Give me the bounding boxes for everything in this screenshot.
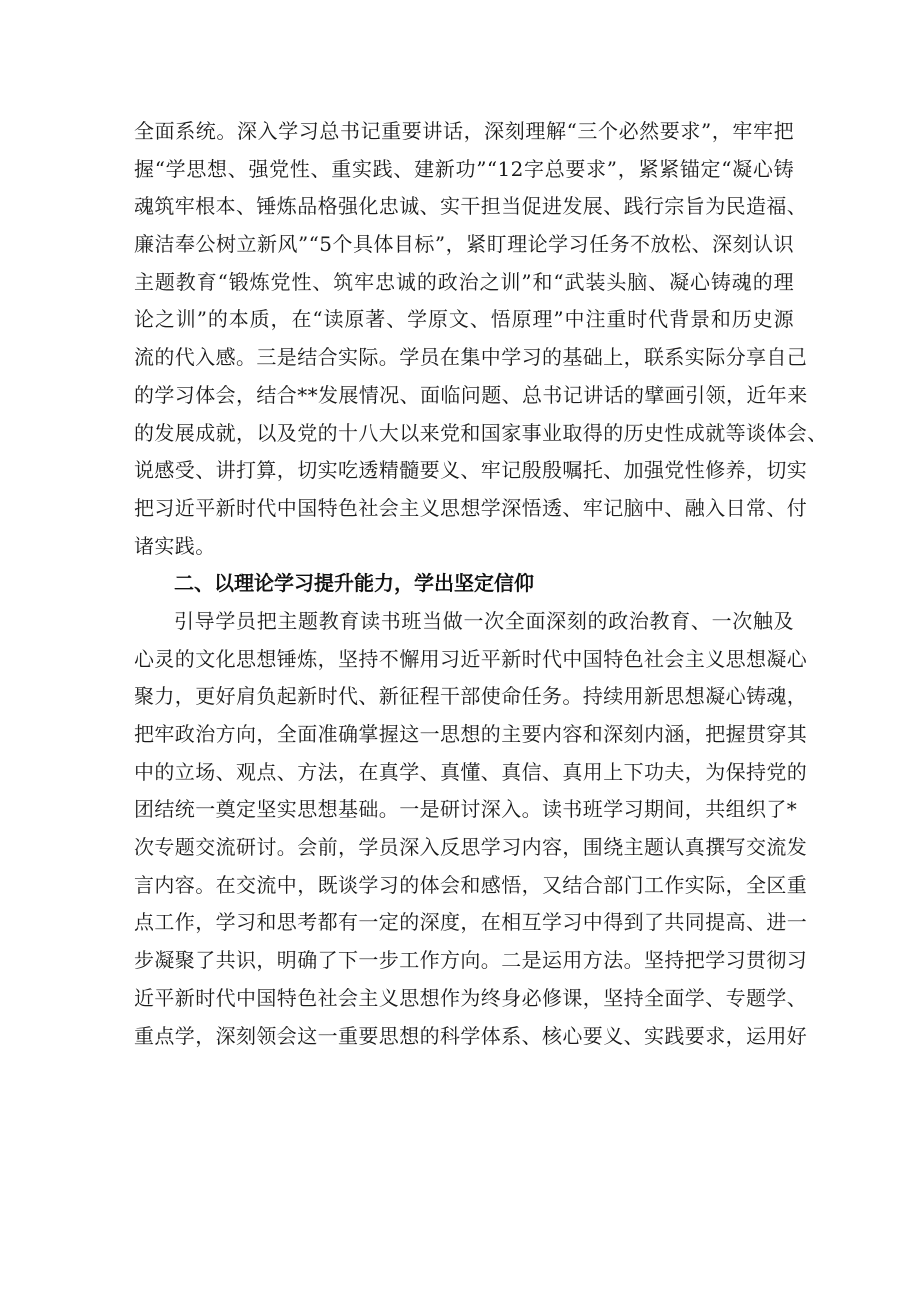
body-line: 言内容。在交流中，既谈学习的体会和感悟，又结合部门工作实际，全区重: [134, 872, 808, 897]
body-line: 廉洁奉公树立新风”“5个具体目标”，紧盯理论学习任务不放松、深刻认识: [134, 232, 794, 257]
body-line: 魂筑牢根本、锤炼品格强化忠诚、实干担当促进发展、践行宗旨为民造福、: [134, 194, 808, 219]
body-line: 中的立场、观点、方法，在真学、真懂、真信、真用上下功夫，为保持党的: [134, 759, 808, 784]
body-line: 的发展成就，以及党的十八大以来党和国家事业取得的历史性成就等谈体会、: [134, 420, 828, 445]
body-line: 步凝聚了共识，明确了下一步工作方向。二是运用方法。坚持把学习贯彻习: [134, 948, 808, 973]
body-line: 聚力，更好肩负起新时代、新征程干部使命任务。持续用新思想凝心铸魂，: [134, 684, 808, 709]
body-line: 诸实践。: [134, 533, 216, 558]
body-line: 近平新时代中国特色社会主义思想作为终身必修课，坚持全面学、专题学、: [134, 985, 808, 1010]
body-line: 把习近平新时代中国特色社会主义思想学深悟透、牢记脑中、融入日常、付: [134, 495, 808, 520]
body-line: 把牢政治方向，全面准确掌握这一思想的主要内容和深刻内涵，把握贯穿其: [134, 722, 808, 746]
body-line: 流的代入感。三是结合实际。学员在集中学习的基础上，联系实际分享自己: [134, 345, 808, 370]
body-line: 团结统一奠定坚实思想基础。一是研讨深入。读书班学习期间，共组织了*: [134, 797, 798, 822]
body-line: 论之训”的本质，在“读原著、学原文、悟原理”中注重时代背景和历史源: [134, 307, 794, 332]
body-line: 引导学员把主题教育读书班当做一次全面深刻的政治教育、一次触及: [174, 608, 794, 633]
body-line: 说感受、讲打算，切实吃透精髓要义、牢记殷殷嘱托、加强党性修养，切实: [134, 458, 808, 483]
body-line: 握“学思想、强党性、重实践、建新功”“12字总要求”，紧紧锚定“凝心铸: [134, 156, 794, 181]
body-line: 全面系统。深入学习总书记重要讲话，深刻理解“三个必然要求”，牢牢把: [134, 119, 794, 143]
body-line: 的学习体会，结合**发展情况、面临问题、总书记讲话的擘画引领，近年来: [134, 382, 808, 407]
body-line: 点工作，学习和思考都有一定的深度，在相互学习中得到了共同提高、进一: [134, 910, 808, 935]
document-body: [134, 113, 828, 1055]
section-heading: 二、以理论学习提升能力，学出坚定信仰: [174, 571, 534, 596]
body-line: 心灵的文化思想锤炼，坚持不懈用习近平新时代中国特色社会主义思想凝心: [134, 646, 808, 671]
body-line: 次专题交流研讨。会前，学员深入反思学习内容，围绕主题认真撰写交流发: [134, 835, 808, 860]
body-line: 主题教育“锻炼党性、筑牢忠诚的政治之训”和“武装头脑、凝心铸魂的理: [134, 269, 794, 294]
body-line: 重点学，深刻领会这一重要思想的科学体系、核心要义、实践要求，运用好: [134, 1023, 808, 1048]
